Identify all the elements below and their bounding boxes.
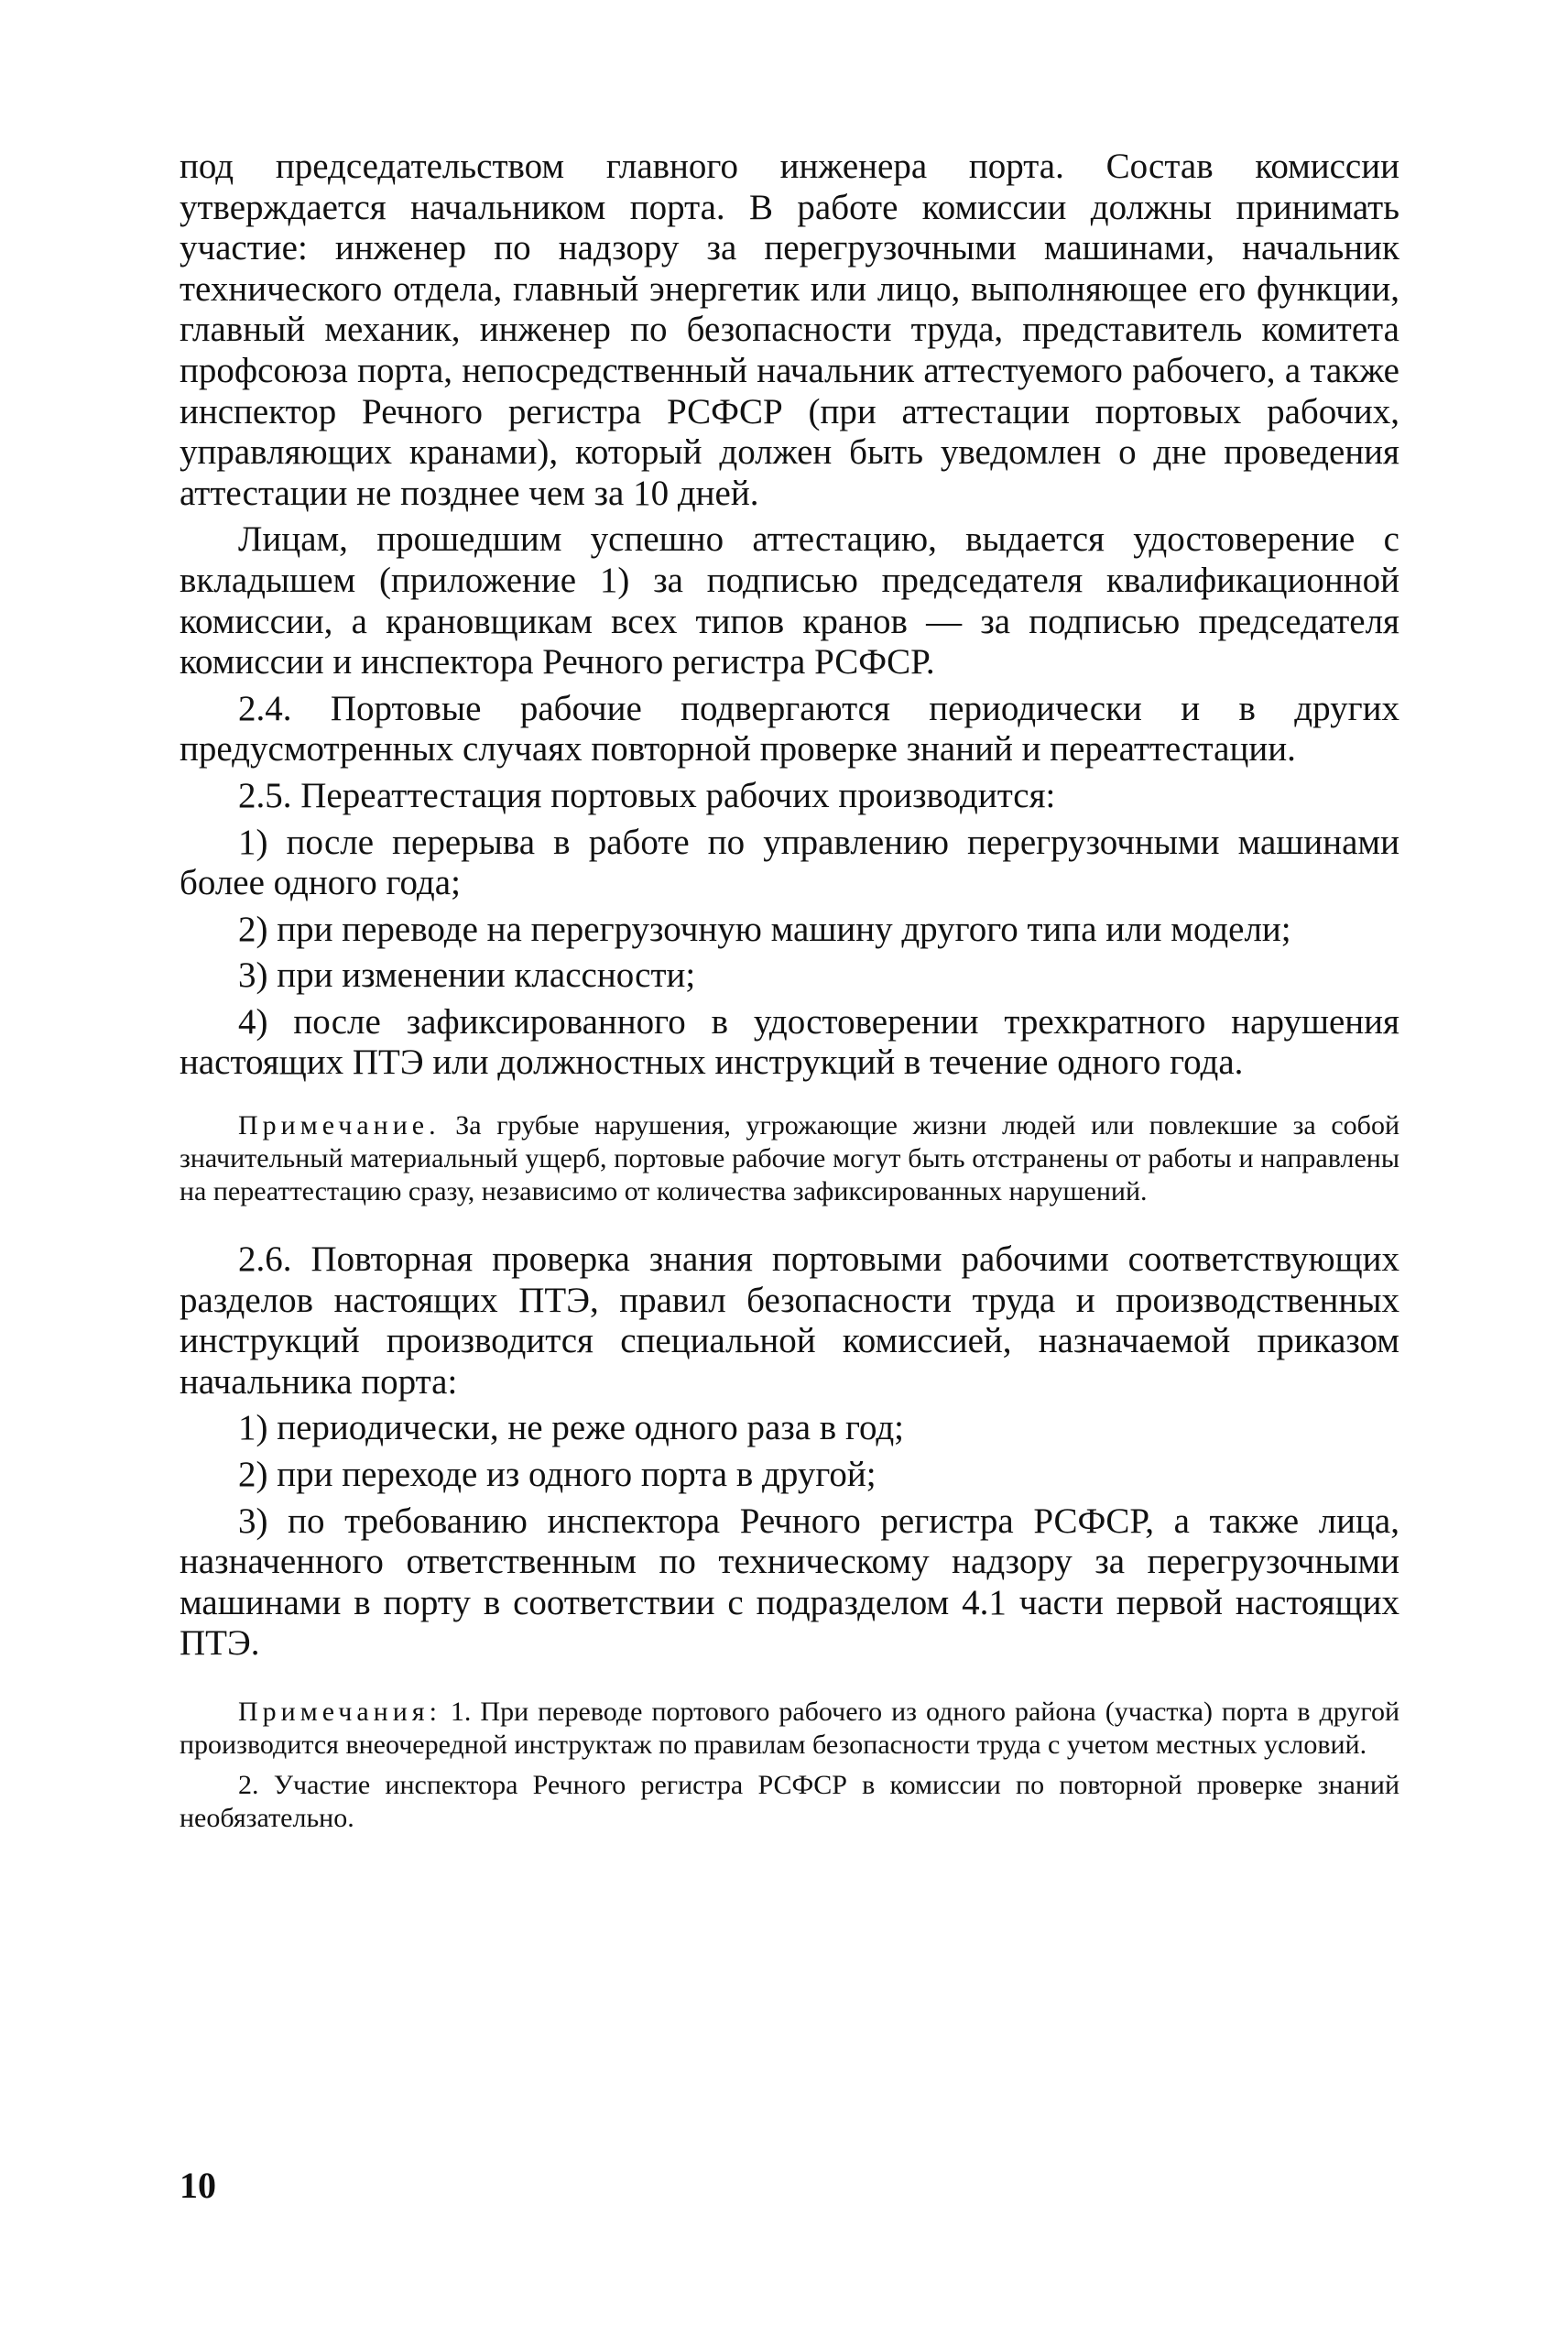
notes-item-2: 2. Участие инспектора Речного регистра РСФСР в комиссии по повторной проверке знаний необязательно.	[180, 1770, 1399, 1833]
notes-item-1: 1. При переводе портового рабочего из одного района (участка) порта в другой производится внеочередной инструктаж по правилам безопасности труда с учетом местных условий.	[180, 1697, 1399, 1760]
section-2-6: 2.6. Повторная проверка знания портовыми рабочими соответствующих разделов настоящих ПТЭ, правил безопасности труда и производственных инструкций производится специальной комиссией, назначаемой приказом начальника порта:	[180, 1239, 1399, 1402]
notes-section	[180, 1696, 1399, 1762]
page-number: 10	[180, 2165, 216, 2206]
list-item: 3) при изменении классности;	[238, 955, 696, 996]
document-page	[180, 147, 1399, 1835]
paragraph-commission-composition: под председательством главного инженера порта. Состав комиссии утверждается начальником порта. В работе комиссии должны принимать участие: инженер по надзору за перегрузочными машинами, начальник технического отдела, главный энергетик или лицо, выполняющее его функции, главный механик, инженер по безопасности труда, представитель комитета профсоюза порта, непосредственный начальник аттестуемого рабочего, а также инспектор Речного регистра РСФСР (при аттестации портовых рабочих, управляющих кранами), который должен быть уведомлен о дне проведения аттестации не позднее чем за 10 дней.	[180, 147, 1399, 513]
section-2-4: 2.4. Портовые рабочие подвергаются периодически и в других предусмотренных случаях повторной проверке знаний и переаттестации.	[180, 688, 1399, 770]
list-item: 2) при переходе из одного порта в другой;	[238, 1455, 877, 1495]
list-item: 1) периодически, не реже одного раза в год;	[238, 1408, 905, 1448]
list-item: 2) при переводе на перегрузочную машину другого типа или модели;	[238, 909, 1291, 949]
note-text: За грубые нарушения, угрожающие жизни людей или повлекшие за собой значительный материальный ущерб, портовые рабочие могут быть отстранены от работы и направлены на переаттестацию сразу, независимо от количества зафиксированных нарушений.	[180, 1110, 1399, 1207]
notes-label: Примечания:	[238, 1697, 441, 1727]
list-item: 4) после зафиксированного в удостоверении трехкратного нарушения настоящих ПТЭ или должностных инструкций в течение одного года.	[180, 1001, 1399, 1083]
section-2-5: 2.5. Переаттестация портовых рабочих производится:	[238, 775, 1056, 815]
list-item: 3) по требованию инспектора Речного регистра РСФСР, а также лица, назначенного ответственным по техническому надзору за перегрузочными машинами в порту в соответствии с подразделом 4.1 части первой настоящих ПТЭ.	[180, 1501, 1399, 1664]
note-gross-violations	[180, 1109, 1399, 1208]
paragraph-certificate-issue: Лицам, прошедшим успешно аттестацию, выдается удостоверение с вкладышем (приложение 1) за подписью председателя квалификационной комиссии, а крановщикам всех типов кранов — за подписью председателя комиссии и инспектора Речного регистра РСФСР.	[180, 519, 1399, 682]
list-item: 1) после перерыва в работе по управлению перегрузочными машинами более одного года;	[180, 822, 1399, 903]
note-label: Примечание.	[238, 1110, 441, 1141]
